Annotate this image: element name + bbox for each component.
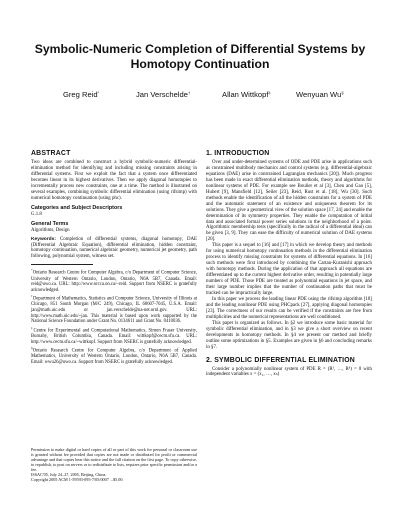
author-2: [136, 90, 190, 99]
title-line-2: Homotopy Continuation: [130, 56, 270, 71]
footnote-mark: ‡: [31, 325, 34, 330]
keywords-label: Keywords:: [31, 236, 57, 242]
author-name: Wenyuan Wu: [296, 90, 342, 99]
categories-heading: Categories and Subject Descriptors: [31, 204, 123, 211]
author-4: [296, 90, 344, 99]
general-terms-text: Algorithms, Design: [31, 227, 70, 233]
footnote-3: [31, 326, 197, 345]
author-name: Allan Wittkopf: [222, 90, 269, 99]
author-mark: †: [187, 90, 191, 95]
title-line-1: Symbolic-Numeric Completion of Differential Systems by: [34, 42, 366, 56]
introduction-heading: 1. INTRODUCTION: [206, 150, 270, 157]
copyright-line: Copyright 2005 ACM 1-59593-095-7/05/0007 ...$5.00.: [31, 476, 124, 482]
right-column: [206, 150, 372, 378]
categories-text: G.1.8: [31, 211, 42, 217]
footnote-text: Centre for Experimental and Computational Mathematics, Simon Fraser University, Burnaby, British Columbia, Canada. Email: wittkopf@cecm.sfu.ca. URL: http://www.cecm.sfu.ca/~wittkopf. Support from NSERC is gratefully acknowledged.: [31, 328, 197, 345]
author-mark: §: [341, 90, 344, 95]
author-name: Jan Verschelde: [136, 90, 188, 99]
author-name: Greg Reid: [63, 90, 98, 99]
footnote-text: Ontario Research Centre for Computer Algebra, c/o Department of Applied Mathematics, University of Western Ontario, London, Ontario, N6A 5B7, Canada. Email: wwu26@uwo.ca. Support from NSERC is gratefully acknowledged.: [31, 348, 197, 365]
footnote-text: Department of Mathematics, Statistics and Computer Science, University of Illinois at Chicago, 851 South Morgan (M/C 249), Chicago, IL 60607-7045, U.S.A. Email: jan@math.uic.edu or jan.verschelde@na-net.ornl.gov. URL: http://www.math.uic.edu/~jan. This material is based upon work supported by the National Science Foundation under Grant No. 0134611 and Grant No. 0410036.: [31, 296, 197, 325]
footnote-mark: *: [31, 268, 33, 273]
keywords-text: Completion of differential systems, diagonal homotopy, DAE (Differential Algebraic Equation), differential elimination, hidden constraint, homotopy continuation, numerical algebraic geometry, numerical jet geometry, path following, polynomial system, witness set.: [31, 236, 197, 260]
author-1: [63, 90, 99, 99]
left-column: [31, 150, 197, 367]
intro-paragraph-1: Over and under-determined systems of ODE and PDE arise in applications such as constrained multibody mechanics and control systems (e.g. differential-algebraic equations (DAE) arise in constrained Lagrangian mechanics [20]). Much progress has been made in exact differential elimination methods, theory and algorithms for nonlinear systems of PDE. For example see Boulier et al [3], Chen and Gao [5], Hubert [9], Mansfield [12], Seiler [23], Reid, Rust et al. [18], Wu [30]. Such methods enable the identification of all the hidden constraints for a system of PDE and the automatic statement of an existence and uniqueness theorem for its solutions. They give a geometrical view of the solution space [17, 24] and enable the determination of its symmetry properties. They enable the computation of initial data and associated formal power series solutions in the neighborhood of a point. Algorithmic membership tests (specifically in the radical of a differential ideal) can be given [3, 9]. They can ease the difficulty of numerical solution of DAE systems [20].: [206, 160, 372, 243]
abstract-text: Two ideas are combined to construct a hybrid symbolic-numeric differential-elimination method for identifying and including missing constraints arising in differential systems. First we exploit the fact that a system once differentiated becomes linear in its highest derivatives. Then we apply diagonal homotopies to incrementally process new constraints, one at a time. The method is illustrated on several examples, combining symbolic differential elimination (using rifsimp) with numerical homotopy continuation (using phc).: [31, 160, 197, 201]
footnote-mark: §: [31, 346, 33, 351]
intro-paragraph-2: This paper is a sequel to [16] and [17] in which we develop theory and methods for using numerical homotopy continuation methods in the differential elimination process to identify missing constraints for systems of differential equations. In [16] such methods were first introduced by combining the Cartan-Kuranishi approach with homotopy methods. During the application of that approach all equations are differentiated up to the current highest derivative order, resulting in potentially large numbers of PDE. Those PDE are treated as polynomial equations in jet space, and their large number implies that the number of continuation paths that must be tracked can be impractically large.: [206, 243, 372, 296]
permission-text: Permission to make digital or hard copies of all or part of this work for personal or classroom use is granted without fee provided that copies are not made or distributed for profit or commercial advantage and that copies bear this notice and the full citation on the first page. To copy otherwise, to republish, to post on servers or to redistribute to lists, requires prior specific permission and/or a fee.: [31, 447, 197, 472]
keywords: [31, 237, 197, 261]
footnote-text: Ontario Research Centre for Computer Algebra, c/o Department of Computer Science, University of Western Ontario, London, Ontario, N6A 5B7, Canada. Email: reid@uwo.ca. URL: http://www.orcca.on.ca/~reid. Support from NSERC is gratefully acknowledged.: [31, 270, 197, 293]
footnote-2: [31, 294, 197, 325]
author-mark: ‡: [268, 90, 271, 95]
paper-title: [0, 42, 400, 71]
permission-notice: [31, 448, 197, 483]
author-3: [222, 90, 271, 99]
general-terms-heading: General Terms: [31, 220, 69, 227]
section-2-heading: 2. SYMBOLIC DIFFERENTIAL ELIMINATION: [206, 356, 355, 364]
author-list: [0, 90, 400, 102]
intro-paragraph-3: In this paper we process the leading linear PDE using the rifsimp algorithm [18] and the leading nonlinear PDE using PHCpack [27], applying diagonal homotopies [23]. The correctness of our results can be verified if the constraints are free from multiplicities and the numerical representations are well conditioned.: [206, 296, 372, 320]
footnote-divider: [31, 264, 93, 265]
venue-line: ISSAC'05, July 24–27, 2005, Beijing, China.: [31, 471, 107, 477]
author-mark: *: [97, 90, 100, 95]
abstract-heading: ABSTRACT: [31, 150, 71, 157]
footnote-4: [31, 346, 197, 365]
footnote-1: [31, 268, 197, 293]
intro-paragraph-4: This paper is organized as follows. In §2 we introduce some basic material for symbolic differential elimination, and in §3 we give a short overview on recent developments in homotopy methods. In §4 we present our method and briefly outline some optimizations in §5. Examples are given in §6 and concluding remarks in §7.: [206, 320, 372, 350]
section-2-paragraph-1: Consider a polynomially nonlinear system of PDE R = (R¹, …, Rᵏ) = 0 with independent variables x = (x₁, …, xₙ): [206, 366, 372, 378]
footnote-mark: †: [31, 294, 33, 299]
